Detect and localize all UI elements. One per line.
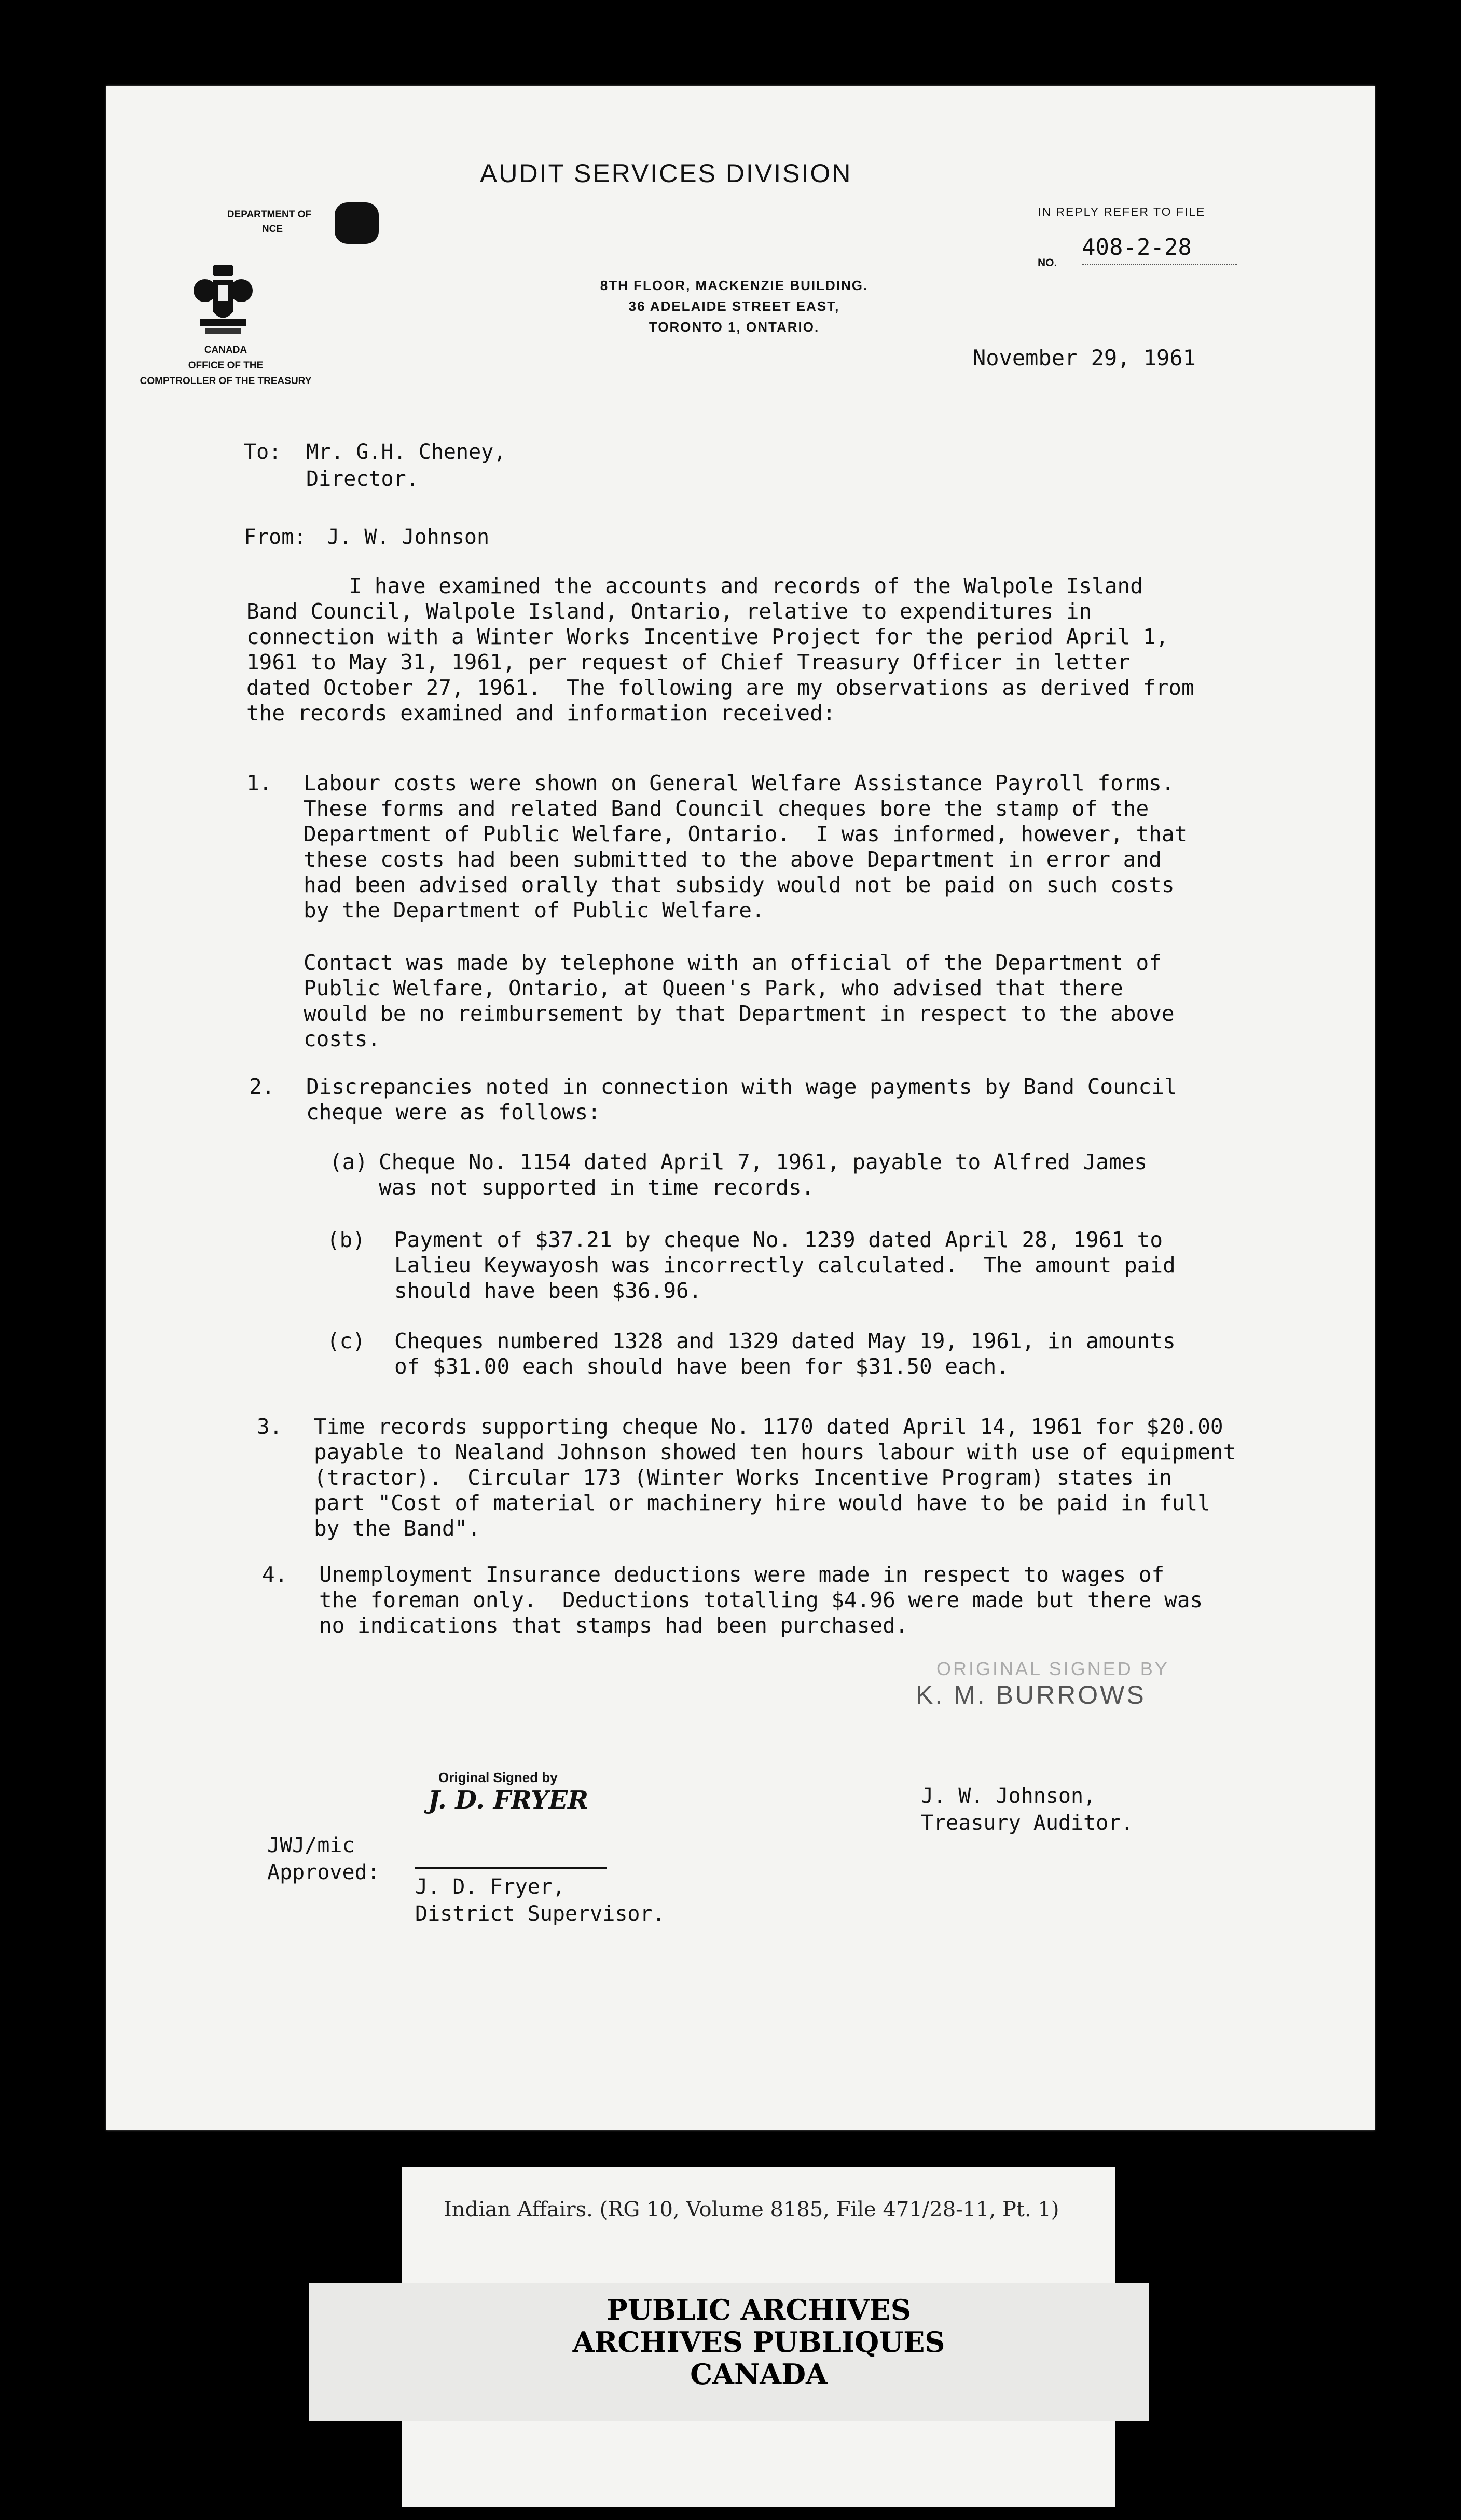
approval-labels [267,1832,380,1886]
item-text-continued: Contact was made by telephone with an official of the Department of Public Welfare, Ontario, at Queen's Park, who advised that there would be no reimbursement by that Department in respect to the above costs. [304,950,1175,1051]
to-label: To: [244,440,282,464]
sub-item [327,1227,1302,1304]
recipient-title: Director. [306,467,419,491]
item-text: Labour costs were shown on General Welfare Assistance Payroll forms. These forms and related Band Council cheques bore the stamp of the Department of Public Welfare, Ontario. I was informed, however, that these costs had been submitted to the above Department in error and had been advised orally that subsidy would not be paid on such costs by the Department of Public Welfare. [304,771,1188,923]
item-number: 3. [257,1414,283,1439]
address-line: 36 ADELAIDE STREET EAST, [628,298,840,314]
sub-item-text: Cheque No. 1154 dated April 7, 1961, payable to Alfred James was not supported in time records. [379,1149,1148,1200]
office-block [137,343,314,389]
item-text: Discrepancies noted in connection with wage payments by Band Council cheque were as follows: [306,1074,1177,1125]
document-page [106,86,1375,2130]
original-signed-stamp [916,1658,1169,1710]
archive-stamp-line: PUBLIC ARCHIVES [607,2293,911,2326]
country-label: CANADA [204,345,247,355]
item-number: 1. [246,771,272,796]
sub-item-tag: (a) [329,1149,368,1174]
address-block [501,275,968,337]
signature-line [415,1867,607,1869]
stamp-signer: J. D. FRYER [428,1786,588,1815]
ink-smudge [335,202,379,244]
signer-name: J. W. Johnson, [921,1784,1096,1808]
department-line: NCE [261,224,283,235]
memo-header [244,439,506,551]
file-no-label: NO. [1038,257,1057,269]
coat-of-arms-icon [189,262,257,340]
signature-block [921,1783,1133,1837]
list-item [257,1414,1341,1541]
reply-label: IN REPLY REFER TO FILE [1038,205,1206,218]
supervisor-block [415,1873,665,1927]
sub-item-tag: (b) [327,1227,366,1252]
item-number: 4. [262,1562,288,1587]
item-text: Time records supporting cheque No. 1170 dated April 14, 1961 for $20.00 payable to Nealand Johnson showed ten hours labour with use of equipment (tractor). Circular 173 (Winter Works Incentive Program) states in part "Cost of material or machinery hire would have to be paid in full by the Band". [314,1414,1236,1541]
stamp-line: ORIGINAL SIGNED BY [936,1658,1169,1679]
sub-item-text: Payment of $37.21 by cheque No. 1239 dated April 28, 1961 to Lalieu Keywayosh was incorrectly calculated. The amount paid should have been $36.96. [394,1227,1176,1303]
archive-stamp-line: ARCHIVES PUBLIQUES [572,2325,945,2359]
sub-item-tag: (c) [327,1329,366,1353]
list-item [246,771,1315,1052]
letter-date: November 29, 1961 [973,345,1196,371]
intro-paragraph: I have examined the accounts and records of the Walpole Island Band Council, Walpole Island, Ontario, relative to expenditures in connection with a Winter Works Incentive Project for the period April 1, 1961 to May 31, 1961, per request of Chief Treasury Officer in letter dated October 27, 1961. The following are my observations as derived from the records examined and information received: [246,573,1194,725]
archive-stamp [402,2294,1115,2390]
typist-initials: JWJ/mic [267,1833,355,1857]
sender-name: J. W. Johnson [327,525,490,549]
item-number: 2. [249,1074,275,1099]
archive-reference: Indian Affairs. (RG 10, Volume 8185, File 471/28-11, Pt. 1) [444,2198,1059,2222]
approval-stamp [428,1770,588,1815]
list-item [249,1074,1318,1125]
address-line: TORONTO 1, ONTARIO. [649,319,820,335]
stamp-line: Original Signed by [438,1770,558,1785]
recipient-name: Mr. G.H. Cheney, [306,440,506,464]
sub-item-text: Cheques numbered 1328 and 1329 dated May 19, 1961, in amounts of $31.00 each should have been for $31.50 each. [394,1329,1176,1379]
stamp-signer: K. M. BURROWS [916,1680,1146,1709]
sub-item [329,1149,1287,1200]
division-heading: AUDIT SERVICES DIVISION [480,159,852,188]
list-item [262,1562,1331,1638]
supervisor-title: District Supervisor. [415,1902,665,1926]
department-line: DEPARTMENT OF [227,209,311,220]
signer-title: Treasury Auditor. [921,1811,1134,1835]
supervisor-name: J. D. Fryer, [415,1875,565,1899]
approved-label: Approved: [267,1860,380,1884]
archive-stamp-line: CANADA [690,2358,828,2391]
office-line: COMPTROLLER OF THE TREASURY [140,376,312,387]
sub-item [327,1329,1302,1379]
address-line: 8TH FLOOR, MACKENZIE BUILDING. [600,278,869,293]
file-number: 408-2-28 [1082,231,1237,265]
office-line: OFFICE OF THE [188,360,264,371]
item-text: Unemployment Insurance deductions were made in respect to wages of the foreman only. Deductions totalling $4.96 were made but there was no indications that stamps had been purchased. [319,1562,1203,1638]
department-block [137,208,314,237]
from-label: From: [244,525,307,549]
